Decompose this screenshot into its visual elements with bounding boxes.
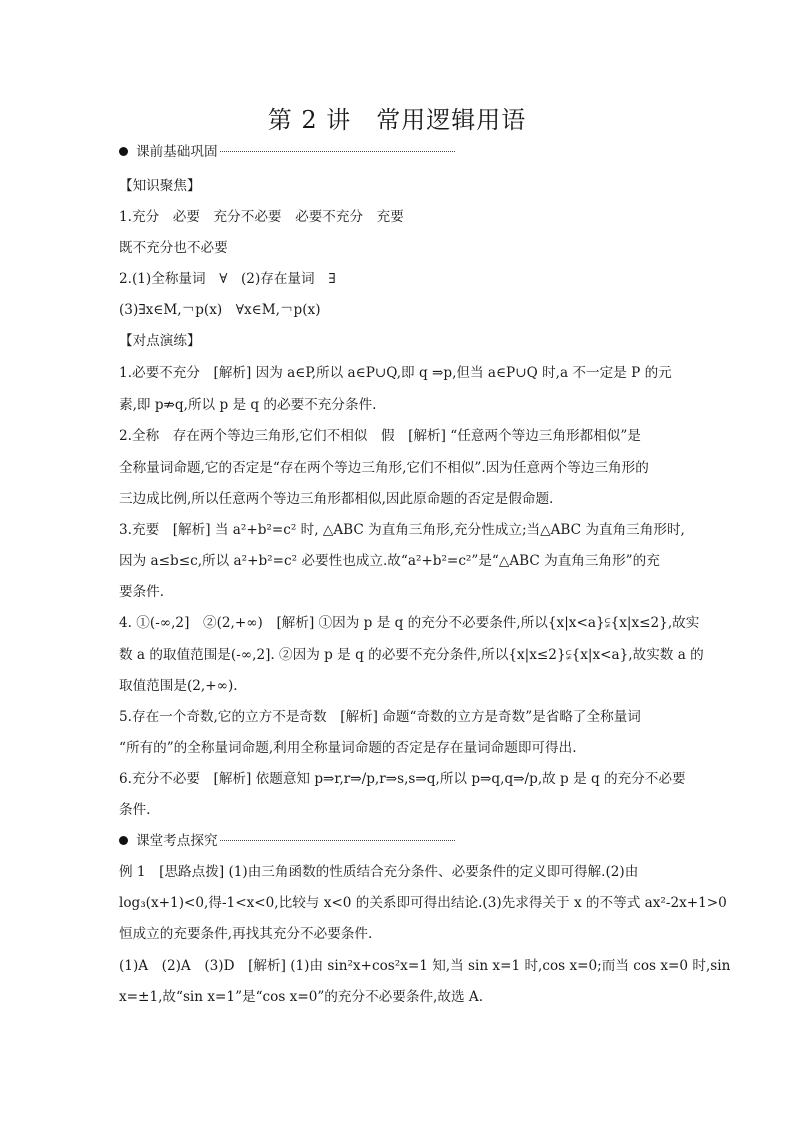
text-line: 3.充要 [解析] 当 a²+b²=c² 时, △ABC 为直角三角形,充分性成立;当△ABC 为直角三角形时, bbox=[119, 522, 685, 538]
text-line: 三边成比例,所以任意两个等边三角形都相似,因此原命题的否定是假命题. bbox=[119, 491, 554, 507]
text-line: (1)A (2)A (3)D [解析] (1)由 sin²x+cos²x=1 知,当 sin x=1 时,cos x=0;而当 cos x=0 时,sin bbox=[119, 958, 731, 974]
text-line: 恒成立的充要条件,再找其充分不必要条件. bbox=[119, 926, 373, 942]
bullet-icon bbox=[119, 836, 128, 845]
text-line: log₃(x+1)<0,得-1<x<0,比较与 x<0 的关系即可得出结论.(3)先求得关于 x 的不等式 ax²-2x+1>0 bbox=[119, 895, 727, 911]
dotted-rule bbox=[220, 151, 455, 152]
text-line: “所有的”的全称量词命题,利用全称量词命题的否定是存在量词命题即可得出. bbox=[119, 740, 577, 756]
text-line: 2.(1)全称量词 ∀ (2)存在量词 ∃ bbox=[119, 271, 336, 287]
text-line: 要条件. bbox=[119, 584, 165, 600]
text-line: 2.全称 存在两个等边三角形,它们不相似 假 [解析] “任意两个等边三角形都相似”是 bbox=[119, 428, 641, 444]
text-line: x=±1,故“sin x=1”是“cos x=0”的充分不必要条件,故选 A. bbox=[119, 989, 484, 1005]
text-line: 例 1 [思路点拨] (1)由三角函数的性质结合充分条件、必要条件的定义即可得解.(2)由 bbox=[119, 864, 639, 880]
text-line: (3)∃x∈M,￢p(x) ∀x∈M,￢p(x) bbox=[119, 302, 321, 318]
text-line: 既不充分也不必要 bbox=[119, 240, 228, 256]
text-line: 5.存在一个奇数,它的立方不是奇数 [解析] 命题“奇数的立方是奇数”是省略了全称量词 bbox=[119, 709, 641, 725]
section-title: 课前基础巩固 bbox=[136, 144, 218, 160]
subheading-knowledge: 【知识聚焦】 bbox=[119, 178, 201, 194]
section-header-in-class bbox=[119, 831, 455, 851]
text-line: 6.充分不必要 [解析] 依题意知 p⇒r,r⇒/p,r⇒s,s⇒q,所以 p⇒q,q⇒/p,故 p 是 q 的充分不必要 bbox=[119, 771, 686, 787]
text-line: 取值范围是(2,+∞). bbox=[119, 678, 238, 694]
section-title: 课堂考点探究 bbox=[136, 833, 218, 849]
text-line: 全称量词命题,它的否定是“存在两个等边三角形,它们不相似”.因为任意两个等边三角形的 bbox=[119, 460, 649, 476]
page-title: 第 2 讲 常用逻辑用语 bbox=[267, 106, 527, 134]
text-line: 1.充分 必要 充分不必要 必要不充分 充要 bbox=[119, 209, 404, 225]
subheading-practice: 【对点演练】 bbox=[119, 333, 201, 349]
text-line: 因为 a≤b≤c,所以 a²+b²=c² 必要性也成立.故“a²+b²=c²”是“△ABC 为直角三角形”的充 bbox=[119, 553, 660, 569]
text-line: 条件. bbox=[119, 802, 151, 818]
text-line: 素,即 p⇏q,所以 p 是 q 的必要不充分条件. bbox=[119, 397, 377, 413]
text-line: 数 a 的取值范围是(-∞,2]. ②因为 p 是 q 的必要不充分条件,所以{x|x≤2}⫋{x|x<a},故实数 a 的 bbox=[119, 647, 704, 663]
section-header-pre-class bbox=[119, 142, 455, 162]
text-line: 4. ①(-∞,2] ②(2,+∞) [解析] ①因为 p 是 q 的充分不必要条件,所以{x|x<a}⫋{x|x≤2},故实 bbox=[119, 615, 700, 631]
bullet-icon bbox=[119, 147, 128, 156]
dotted-rule bbox=[220, 840, 455, 841]
text-line: 1.必要不充分 [解析] 因为 a∈P,所以 a∈P∪Q,即 q ⇒p,但当 a∈P∪Q 时,a 不一定是 P 的元 bbox=[119, 365, 672, 381]
